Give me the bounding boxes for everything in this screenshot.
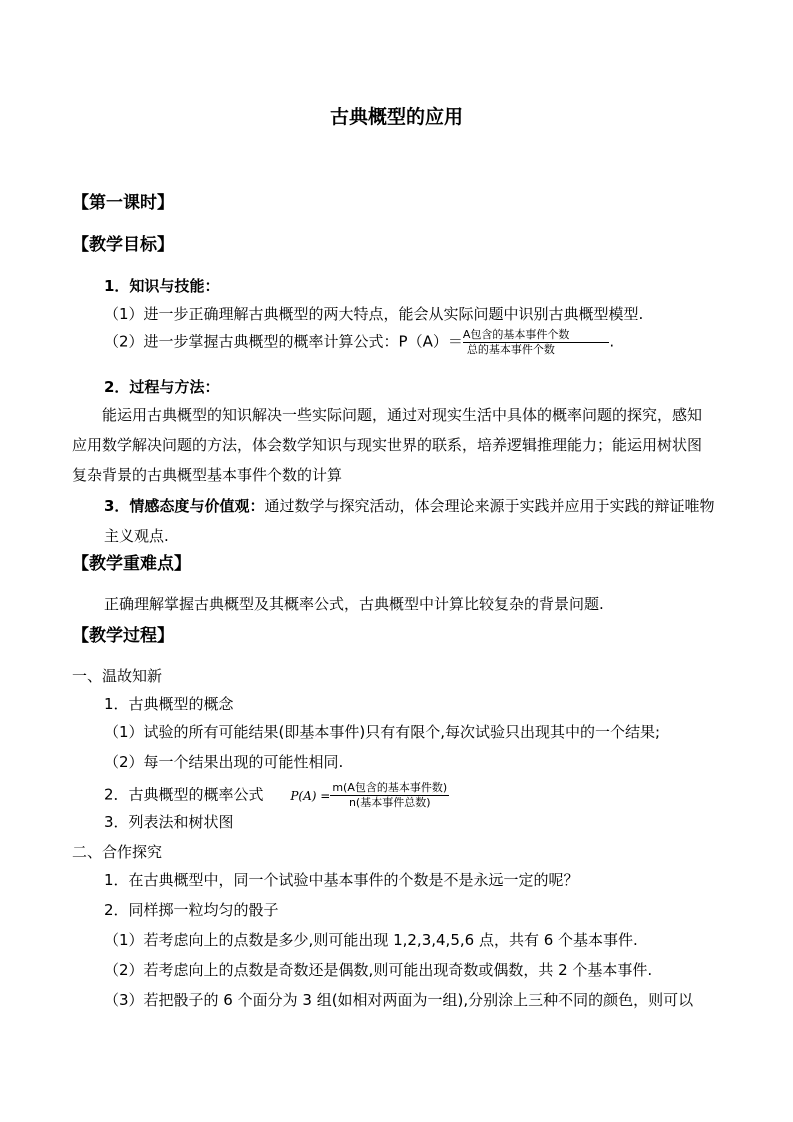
s2-item-1: 1．在古典概型中，同一个试验中基本事件的个数是不是永远一定的呢？ [104,871,579,889]
formula-prefix: （2）进一步掌握古典概型的概率计算公式：P（A）＝ [104,332,463,351]
s1-item-2-label: 2．古典概型的概率公式 [104,785,264,804]
s1-item-3: 3．列表法和树状图 [104,813,234,831]
section-1-title: 一、温故知新 [72,667,163,685]
formula-denominator: n(基本事件总数) [348,796,431,809]
process-heading: 【教学过程】 [72,626,174,646]
s1-item-1: 1．古典概型的概念 [104,695,234,713]
s1-item-1a: （1）试验的所有可能结果(即基本事件)只有有限个,每次试验只出现其中的一个结果; [104,723,661,741]
s2-item-2b: （2）若考虑向上的点数是奇数还是偶数,则可能出现奇数或偶数，共 2 个基本事件. [104,961,653,979]
fraction-denominator: 总的基本事件个数 [466,343,555,356]
s2-item-2a: （1）若考虑向上的点数是多少,则可能出现 1,2,3,4,5,6 点，共有 6 个基本事件. [104,931,638,949]
probability-fraction [463,328,610,356]
formula-suffix: . [609,332,615,351]
goal-1-item-2 [104,328,614,356]
goal-3-text: 通过数学与探究活动，体会理论来源于实践并应用于实践的辩证唯物主义观点. [104,497,715,545]
goal-1-item-1: （1）进一步正确理解古典概型的两大特点，能会从实际问题中识别古典概型模型. [104,305,644,323]
formula-numerator: m(A包含的基本事件数) [332,781,448,794]
keypoints-heading: 【教学重难点】 [72,554,191,574]
s2-item-2: 2．同样掷一粒均匀的骰子 [104,901,279,919]
fraction-numerator: A包含的基本事件个数 [463,328,610,343]
section-2-title: 二、合作探究 [72,843,163,861]
goal-3-title: 3．情感态度与价值观： [104,497,265,515]
goal-2-title: 2．过程与方法： [104,378,220,396]
formula-lhs: P(A) = [290,788,331,803]
goals-heading: 【教学目标】 [72,235,174,255]
s1-item-1b: （2）每一个结果出现的可能性相同. [104,753,344,771]
lesson-heading: 【第一课时】 [72,193,174,213]
s2-item-2c: （3）若把骰子的 6 个面分为 3 组(如相对两面为一组),分别涂上三种不同的颜色，则可以 [104,991,694,1009]
probability-formula-fraction [330,781,449,809]
s1-item-2 [104,781,449,809]
keypoints-text: 正确理解掌握古典概型及其概率公式，古典概型中计算比较复杂的背景问题. [104,595,604,613]
goal-2-text: 能运用古典概型的知识解决一些实际问题，通过对现实生活中具体的概率问题的探究，感知应用数学解决问题的方法，体会数学知识与现实世界的联系，培养逻辑推理能力；能运用树状图复杂背景的古典概型基本事件个数的计算 [72,406,703,484]
page-title: 古典概型的应用 [329,106,463,128]
goal-1-title: 1．知识与技能： [104,277,220,295]
goal-3-block [104,491,724,551]
